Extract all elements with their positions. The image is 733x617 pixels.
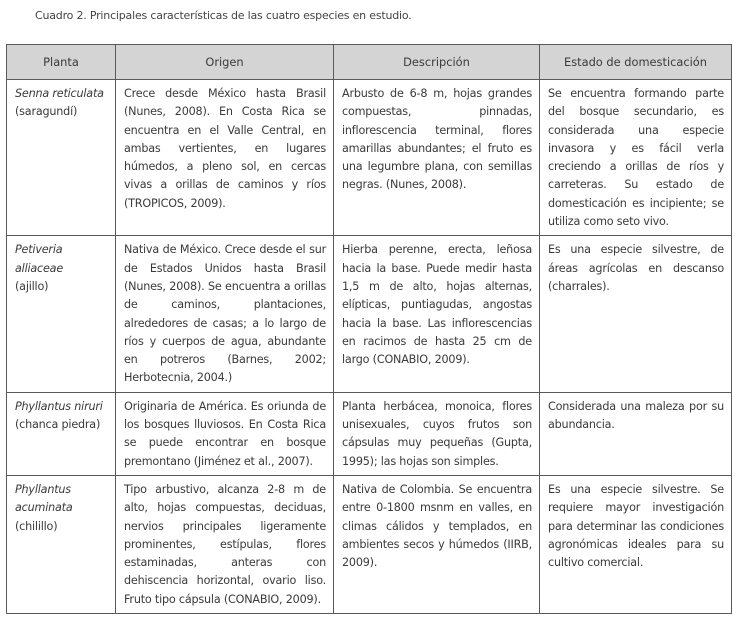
table-row <box>7 236 732 392</box>
descripcion-cell: Planta herbácea, monoica, flores unisexuales, cuyos frutos son cápsulas muy pequeñas (Gupta, 1995); las hojas son simples. <box>334 392 540 475</box>
table-header-row <box>7 45 732 80</box>
plant-common-name: (chanca piedra) <box>15 418 101 432</box>
header-estado: Estado de domesticación <box>540 45 732 80</box>
species-table <box>6 44 732 614</box>
origen-cell: Crece desde México hasta Brasil (Nunes, 2008). En Costa Rica se encuentra en el Valle Central, en ambas vertientes, en lugares húmedos, a pleno sol, en cercas vivas a orillas de caminos y ríos (TROPICOS, 2009). <box>116 80 334 236</box>
descripcion-cell: Arbusto de 6-8 m, hojas grandes compuestas, pinnadas, inflorescencia terminal, flores amarillas abundantes; el fruto es una legumbre plana, con semillas negras. (Nunes, 2008). <box>334 80 540 236</box>
origen-cell: Originaria de América. Es oriunda de los bosques lluviosos. En Costa Rica se puede encontrar en bosque premontano (Jiménez et al., 2007). <box>116 392 334 475</box>
estado-cell: Se encuentra formando parte del bosque secundario, es considerada una especie invasora y es fácil verla creciendo a orillas de ríos y carreteras. Su estado de domesticación es incipiente; se utiliza como seto vivo. <box>540 80 732 236</box>
plant-scientific-name: Senna reticulata <box>15 87 104 100</box>
table-row <box>7 80 732 236</box>
plant-cell <box>7 392 116 475</box>
header-origen: Origen <box>116 45 334 80</box>
descripcion-cell: Nativa de Colombia. Se encuentra entre 0-1800 msnm en valles, en climas cálidos y templados, en ambientes secos y húmedos (IIRB, 2009). <box>334 475 540 613</box>
origen-cell: Tipo arbustivo, alcanza 2-8 m de alto, hojas compuestas, deciduas, nervios principales ligeramente prominentes, estípulas, flores estaminadas, anteras con dehiscencia horizontal, ovario liso. Fruto tipo cápsula (CONABIO, 2009). <box>116 475 334 613</box>
plant-cell <box>7 80 116 236</box>
table-row <box>7 392 732 475</box>
origen-cell: Nativa de México. Crece desde el sur de Estados Unidos hasta Brasil (Nunes, 2008). Se encuentra a orillas de caminos, plantaciones, alrededores de casas; a lo largo de ríos y cuerpos de agua, abundante en potreros (Barnes, 2002; Herbotecnia, 2004.) <box>116 236 334 392</box>
estado-cell: Considerada una maleza por su abundancia. <box>540 392 732 475</box>
plant-scientific-name: Petiveria alliaceae <box>15 243 64 275</box>
estado-cell: Es una especie silvestre. Se requiere mayor investigación para determinar las condiciones agronómicas ideales para su cultivo comercial. <box>540 475 732 613</box>
header-descripcion: Descripción <box>334 45 540 80</box>
table-caption: Cuadro 2. Principales características de las cuatro especies en estudio. <box>35 9 412 22</box>
plant-common-name: (ajillo) <box>15 279 49 293</box>
plant-cell <box>7 236 116 392</box>
descripcion-cell: Hierba perenne, erecta, leñosa hacia la base. Puede medir hasta 1,5 m de alto, hojas alternas, elípticas, puntiagudas, angostas hacia la base. Las inflorescencias en racimos de hasta 25 cm de largo (CONABIO, 2009). <box>334 236 540 392</box>
table-row <box>7 475 732 613</box>
estado-cell: Es una especie silvestre, de áreas agrícolas en descanso (charrales). <box>540 236 732 392</box>
plant-common-name: (chilillo) <box>15 519 58 533</box>
plant-scientific-name: Phyllantus niruri <box>15 399 103 413</box>
plant-cell <box>7 475 116 613</box>
plant-common-name: (saragundí) <box>15 105 78 119</box>
plant-scientific-name: Phyllantus acuminata <box>15 482 73 515</box>
header-planta: Planta <box>7 45 116 80</box>
